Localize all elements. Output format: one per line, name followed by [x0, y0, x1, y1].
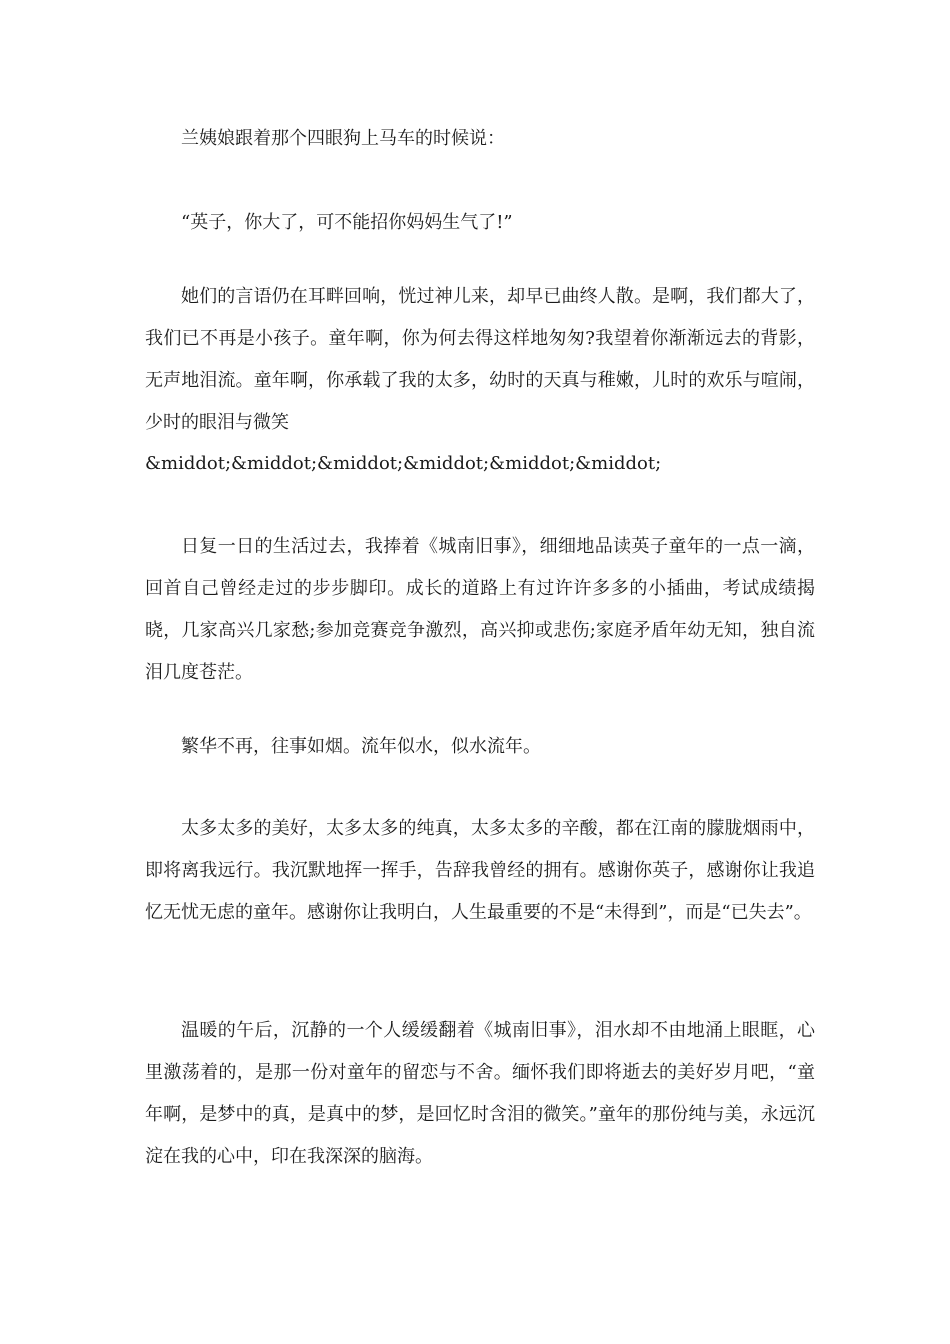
paragraph-3: 她们的言语仍在耳畔回响，恍过神儿来，却早已曲终人散。是啊，我们都大了，我们已不再是小孩子。童年啊，你为何去得这样地匆匆?我望着你渐渐远去的背影，无声地泪流。童年啊，你承载了我的太多，幼时的天真与稚嫩，儿时的欢乐与喧闹，少时的眼泪与微笑 [145, 286, 815, 433]
paragraph-1: 兰姨娘跟着那个四眼狗上马车的时候说： [181, 128, 505, 149]
paragraph-4: 日复一日的生活过去，我捧着《城南旧事》，细细地品读英子童年的一点一滴，回首自己曾经走过的步步脚印。成长的道路上有过许许多多的小插曲，考试成绩揭晓，几家高兴几家愁;参加竞赛竞争激烈，高兴抑或悲伤;家庭矛盾年幼无知，独自流泪几度苍茫。 [145, 536, 815, 683]
ellipsis-entity-text: &middot;&middot;&middot;&middot;&middot;&middot; [145, 453, 662, 474]
paragraph-7: 温暖的午后，沉静的一个人缓缓翻着《城南旧事》，泪水却不由地涌上眼眶，心里激荡着的，是那一份对童年的留恋与不舍。缅怀我们即将逝去的美好岁月吧，“童年啊，是梦中的真，是真中的梦，是回忆时含泪的微笑。”童年的那份纯与美，永远沉淀在我的心中，印在我深深的脑海。 [145, 1020, 815, 1167]
paragraph-6: 太多太多的美好，太多太多的纯真，太多太多的辛酸，都在江南的朦胧烟雨中，即将离我远行。我沉默地挥一挥手，告辞我曾经的拥有。感谢你英子，感谢你让我追忆无忧无虑的童年。感谢你让我明白，人生最重要的不是“未得到”，而是“已失去”。 [145, 818, 815, 923]
paragraph-2-quote: “英子，你大了，可不能招你妈妈生气了!” [181, 212, 513, 233]
paragraph-5: 繁华不再，往事如烟。流年似水，似水流年。 [181, 736, 541, 757]
